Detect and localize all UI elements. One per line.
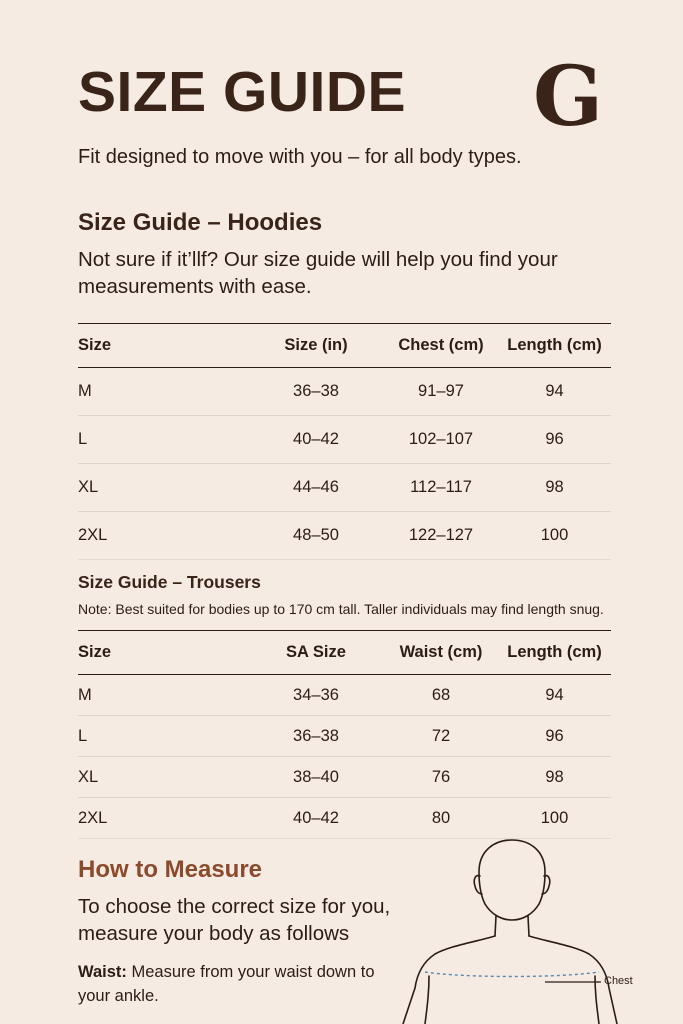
column-header: Size <box>78 324 248 368</box>
table-cell: 98 <box>498 757 611 798</box>
table-cell: 122–127 <box>384 512 498 560</box>
table-header-row <box>78 324 611 368</box>
table-cell: 94 <box>498 368 611 416</box>
column-header: Length (cm) <box>498 631 611 675</box>
table-row <box>78 416 611 464</box>
table-cell: 36–38 <box>248 716 384 757</box>
table-cell: XL <box>78 757 248 798</box>
table-cell: 34–36 <box>248 675 384 716</box>
table-cell: M <box>78 368 248 416</box>
table-cell: 38–40 <box>248 757 384 798</box>
table-cell: 98 <box>498 464 611 512</box>
column-header: Size <box>78 631 248 675</box>
table-cell: 2XL <box>78 512 248 560</box>
table-cell: L <box>78 416 248 464</box>
table-cell: 96 <box>498 716 611 757</box>
column-header: Length (cm) <box>498 324 611 368</box>
table-cell: 80 <box>384 798 498 839</box>
torso-right <box>595 976 599 1024</box>
head-outline <box>479 840 545 920</box>
torso-left <box>425 976 429 1024</box>
table-cell: 36–38 <box>248 368 384 416</box>
table-row <box>78 464 611 512</box>
table-cell: 100 <box>498 798 611 839</box>
table-cell: 100 <box>498 512 611 560</box>
table-header-row <box>78 631 611 675</box>
table-row <box>78 368 611 416</box>
hoodie-size-table <box>78 323 611 560</box>
neck-right <box>528 916 529 936</box>
table-cell: L <box>78 716 248 757</box>
table-row <box>78 675 611 716</box>
body-outline-icon <box>395 836 683 1024</box>
table-cell: M <box>78 675 248 716</box>
column-header: Size (in) <box>248 324 384 368</box>
how-to-measure-text: To choose the correct size for you, measure your body as follows <box>78 895 391 945</box>
column-header: SA Size <box>248 631 384 675</box>
how-to-measure-title: How to Measure <box>78 856 263 883</box>
brand-logo: G <box>533 49 604 145</box>
waist-text: Measure from your waist down to your ankle. <box>78 963 375 1005</box>
column-header: Waist (cm) <box>384 631 498 675</box>
table-cell: 76 <box>384 757 498 798</box>
table-cell: 112–117 <box>384 464 498 512</box>
trousers-note: Note: Best suited for bodies up to 170 cm tall. Taller individuals may find length snug. <box>78 601 604 617</box>
table-cell: 96 <box>498 416 611 464</box>
table-cell: 40–42 <box>248 416 384 464</box>
neck-left <box>495 916 496 936</box>
table-cell: 2XL <box>78 798 248 839</box>
table-row <box>78 512 611 560</box>
hoodies-intro: Not sure if it’llf? Our size guide will help you find your measurements with ease. <box>78 248 558 298</box>
table-cell: 44–46 <box>248 464 384 512</box>
table-row <box>78 757 611 798</box>
table-cell: XL <box>78 464 248 512</box>
table-row <box>78 716 611 757</box>
chest-label: Chest <box>604 975 633 987</box>
table-cell: 68 <box>384 675 498 716</box>
waist-label: Waist: <box>78 963 127 981</box>
tagline: Fit designed to move with you – for all body types. <box>78 146 522 168</box>
chest-measure-line <box>425 972 599 977</box>
hoodies-section-title: Size Guide – Hoodies <box>78 209 323 236</box>
column-header: Chest (cm) <box>384 324 498 368</box>
trousers-section-title: Size Guide – Trousers <box>78 572 261 592</box>
table-cell: 91–97 <box>384 368 498 416</box>
trouser-size-table <box>78 630 611 839</box>
table-cell: 102–107 <box>384 416 498 464</box>
table-row <box>78 798 611 839</box>
table-cell: 72 <box>384 716 498 757</box>
waist-instruction <box>78 960 378 1008</box>
left-shoulder <box>403 936 495 1024</box>
page-title: SIZE GUIDE <box>78 60 407 124</box>
table-cell: 94 <box>498 675 611 716</box>
table-cell: 40–42 <box>248 798 384 839</box>
table-cell: 48–50 <box>248 512 384 560</box>
